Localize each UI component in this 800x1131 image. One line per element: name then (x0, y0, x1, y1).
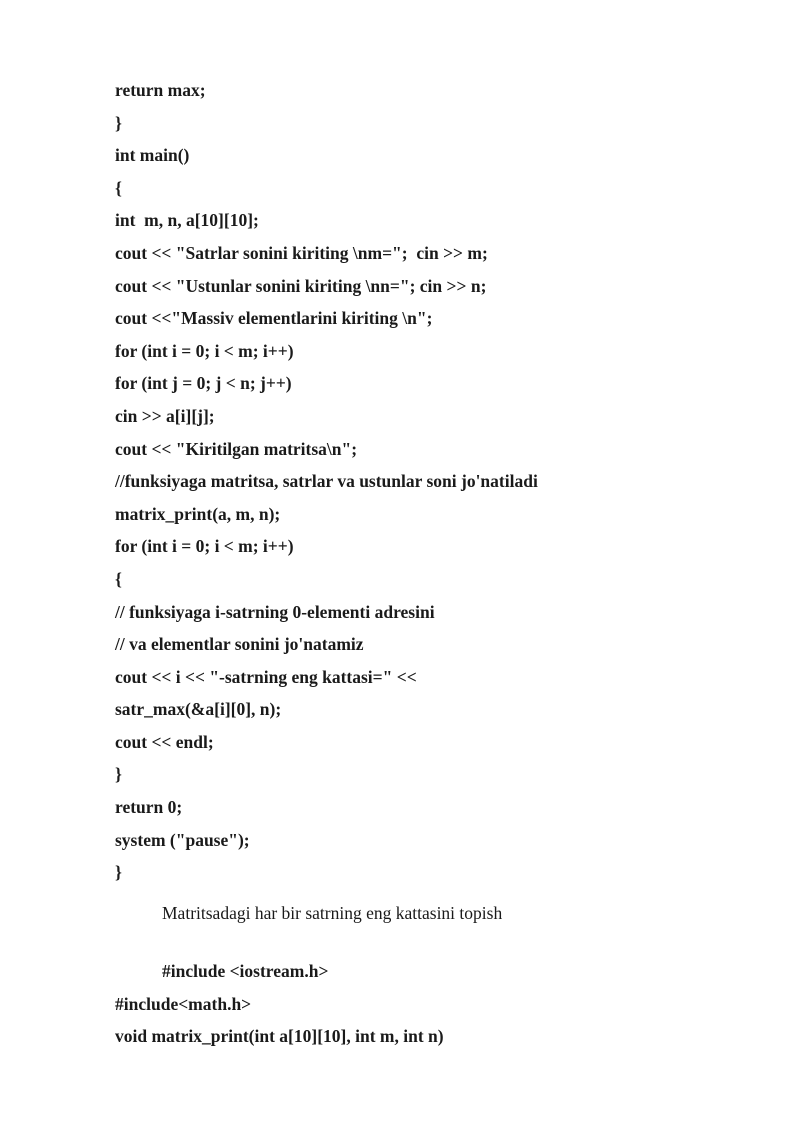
code-comment-line: //funksiyaga matritsa, satrlar va ustunlar soni jo'natiladi (115, 471, 538, 492)
code-line: for (int j = 0; j < n; j++) (115, 373, 292, 394)
code-line: matrix_print(a, m, n); (115, 503, 281, 524)
code-line: } (115, 764, 122, 785)
code-line: cout << i << "-satrning eng kattasi=" << (115, 666, 417, 687)
code-comment-line: // va elementlar sonini jo'natamiz (115, 634, 364, 655)
section-heading: Matritsadagi har bir satrning eng kattasini topish (162, 903, 503, 923)
code-line: cout << "Ustunlar sonini kiriting \nn="; cin >> n; (115, 275, 487, 296)
code-line: return max; (115, 80, 206, 100)
code-line: int main() (115, 145, 190, 166)
code-line: { (115, 177, 122, 198)
code-line: cout <<"Massiv elementlarini kiriting \n"; (115, 308, 433, 329)
code-line: system ("pause"); (115, 829, 250, 850)
code-line: #include<math.h> (115, 993, 252, 1014)
code-line: void matrix_print(int a[10][10], int m, int n) (115, 1026, 444, 1047)
code-line: cout << "Satrlar sonini kiriting \nm="; cin >> m; (115, 242, 488, 263)
code-line: cout << "Kiritilgan matritsa\n"; (115, 438, 358, 459)
code-line: int m, n, a[10][10]; (115, 210, 259, 231)
code-line: satr_max(&a[i][0], n); (115, 699, 282, 720)
code-line: for (int i = 0; i < m; i++) (115, 536, 294, 557)
code-listing (115, 74, 538, 889)
code-comment-line: // funksiyaga i-satrning 0-elementi adresini (115, 601, 435, 622)
code-line: cin >> a[i][j]; (115, 405, 215, 426)
code-line: for (int i = 0; i < m; i++) (115, 340, 294, 361)
code-line: #include <iostream.h> (162, 961, 329, 981)
code-line: } (115, 112, 122, 133)
code-listing-continued (115, 955, 444, 1053)
code-line: { (115, 568, 122, 589)
code-line: cout << endl; (115, 731, 214, 752)
code-line: return 0; (115, 797, 183, 818)
code-line: } (115, 862, 122, 883)
